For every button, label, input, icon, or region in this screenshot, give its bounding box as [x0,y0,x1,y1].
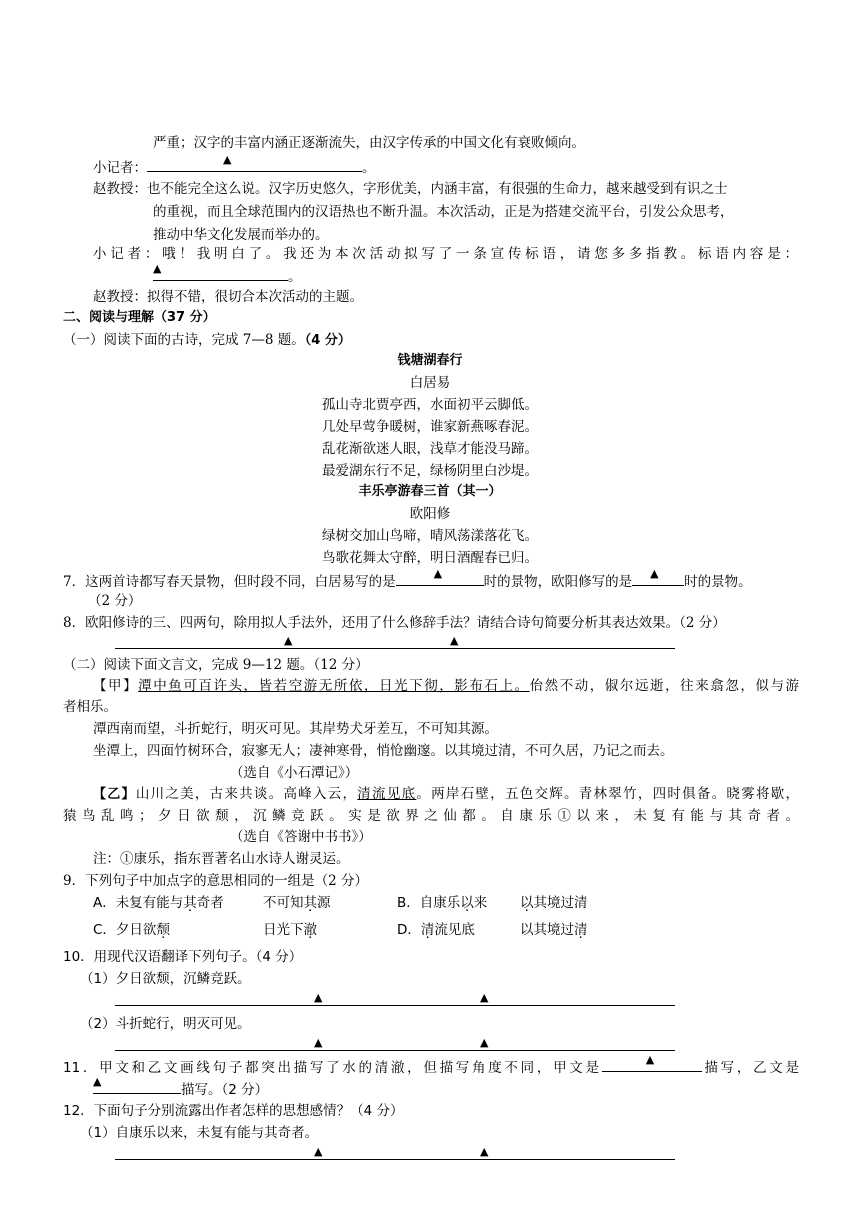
answer-marker-icon: ▲ [223,153,232,166]
speaker-label: 赵教授： [93,181,147,197]
answer-blank[interactable] [632,567,684,586]
footnote: 注：①康乐，指东晋著名山水诗人谢灵运。 [93,851,350,867]
answer-marker-icon: ▲ [93,1075,102,1088]
part-intro: （一）阅读下面的古诗，完成 7—8 题。（4 分） [63,332,351,348]
option-b-compare: 以其境过清 [520,895,588,911]
underlined-sentence: 潭中鱼可百许头，皆若空游无所依，日光下彻，影布石上。 [138,678,530,694]
answer-marker-icon: ▲ [480,1145,489,1158]
poem-line: 最爱湖东行不足，绿杨阴里白沙堤。 [322,463,538,479]
dialogue-line: 小记者： ▲ 。 [93,156,376,178]
answer-blank[interactable] [602,1053,702,1072]
question-7: 7．这两首诗都写春天景物，但时段不同，白居易写的是 ▲ 时的景物，欧阳修写的是 ▲ 时的景物。 [63,570,752,592]
dialogue-line: 严重；汉字的丰富内涵正逐渐流失，由汉字传承的中国文化有衰败倾向。 [153,135,585,151]
answer-blank[interactable] [396,567,484,586]
question-12: 12．下面句子分别流露出作者怎样的思想感情？（4 分） [63,1103,404,1119]
passage-line: 【乙】山川之美，古来共谈。高峰入云，清流见底。两岸石壁，五色交辉。青林翠竹，四时俱备。晓雾将歇， [93,786,799,802]
dialogue-line: ▲ 。 [153,265,302,287]
option-d[interactable]: D．清流见底 [397,922,475,938]
passage-line: 坐潭上，四面竹树环合，寂寥无人；凄神寒骨，悄怆幽邃。以其境过清，不可久居，乃记之而去。 [93,743,674,759]
answer-marker-icon: ▲ [314,991,323,1004]
passage-source: （选自《小石潭记》） [230,765,359,781]
poem-author: 白居易 [409,375,451,391]
question-10: 10．用现代汉语翻译下列句子。（4 分） [63,949,303,965]
option-a[interactable]: A．未复有能与其奇者 [93,895,224,911]
sub-question: （2）斗折蛇行，明灭可见。 [80,1016,251,1032]
passage-line: 猿鸟乱鸣；夕日欲颓，沉鳞竞跃。实是欲界之仙都。自康乐①以来，未复有能与其奇者。 [63,808,799,824]
option-b[interactable]: B．自康乐以来 [397,895,488,911]
part-intro: （二）阅读下面文言文，完成 9—12 题。（12 分） [63,657,369,673]
option-d-compare: 以其境过清 [520,922,588,938]
question-11: 11．甲文和乙文画线句子都突出描写了水的清澈，但描写角度不同，甲文是 ▲ 描写，乙文是 [63,1056,799,1078]
question-9: 9．下列句子中加点字的意思相同的一组是（2 分） [63,873,368,889]
option-c-compare: 日光下澈 [263,922,317,938]
answer-blank[interactable] [147,153,362,172]
score-label: （2 分） [88,593,142,609]
answer-line[interactable] [115,1005,675,1006]
sub-question: （1）夕日欲颓，沉鳞竞跃。 [80,971,251,987]
passage-line: 【甲】潭中鱼可百许头，皆若空游无所依，日光下彻，影布石上。佁然不动，俶尔远逝，往来翕忽，似与游 [93,678,800,694]
question-8: 8．欧阳修诗的三、四两句，除用拟人手法外，还用了什么修辞手法？请结合诗句简要分析其表达效果。（2 分） [63,615,726,631]
poem-line: 乱花渐欲迷人眼，浅草才能没马蹄。 [322,441,538,457]
option-c[interactable]: C．夕日欲颓 [93,922,170,938]
dialogue-line: 的重视，而且全球范围内的汉语热也不断升温。本次活动，正是为搭建交流平台，引发公众思考， [153,204,734,220]
answer-marker-icon: ▲ [284,634,293,647]
dialogue-line: 赵教授：也不能完全这么说。汉字历史悠久，字形优美，内涵丰富，有很强的生命力，越来越受到有识之士 [93,181,728,197]
passage-source: （选自《答谢中书书》） [230,829,372,845]
answer-marker-icon: ▲ [314,1145,323,1158]
option-a-compare: 不可知其源 [263,895,331,911]
answer-marker-icon: ▲ [645,1053,655,1066]
answer-marker-icon: ▲ [314,1036,323,1049]
poem-title: 丰乐亭游春三首（其一） [358,484,502,499]
answer-marker-icon: ▲ [153,262,162,275]
answer-marker-icon: ▲ [433,567,443,580]
passage-line: 者相乐。 [63,699,117,715]
answer-marker-icon: ▲ [480,1036,489,1049]
answer-line[interactable] [115,1159,675,1160]
answer-marker-icon: ▲ [650,567,659,580]
underlined-sentence: 清流见底 [357,786,417,802]
passage-line: 潭西南而望，斗折蛇行，明灭可见。其岸势犬牙差互，不可知其源。 [93,721,498,737]
dialogue-line: 小记者：哦！我明白了。我还为本次活动拟写了一条宣传标语，请您多多指教。标语内容是： [93,246,798,262]
poem-author: 欧阳修 [409,506,451,522]
poem-title: 钱塘湖春行 [397,353,463,368]
poem-line: 孤山寺北贾亭西，水面初平云脚低。 [322,397,538,413]
answer-line[interactable] [115,648,675,649]
question-11-cont: ▲ 描写。（2 分） [93,1078,268,1100]
poem-line: 鸟歌花舞太守醉，明日酒醒春已归。 [322,550,538,566]
poem-line: 几处早莺争暖树，谁家新燕啄春泥。 [322,419,538,435]
poem-line: 绿树交加山鸟啼，晴风荡漾落花飞。 [322,528,538,544]
dialogue-line: 推动中华文化发展而举办的。 [153,227,329,243]
section-title: 二、阅读与理解（37 分） [63,310,216,325]
answer-marker-icon: ▲ [480,991,489,1004]
dialogue-line: 赵教授：拟得不错，很切合本次活动的主题。 [93,289,363,305]
answer-marker-icon: ▲ [450,634,459,647]
answer-line[interactable] [115,1050,675,1051]
sub-question: （1）自康乐以来，未复有能与其奇者。 [80,1125,319,1141]
answer-blank[interactable] [93,1075,181,1094]
speaker-label: 小记者： [93,160,147,176]
answer-blank[interactable] [153,262,288,281]
